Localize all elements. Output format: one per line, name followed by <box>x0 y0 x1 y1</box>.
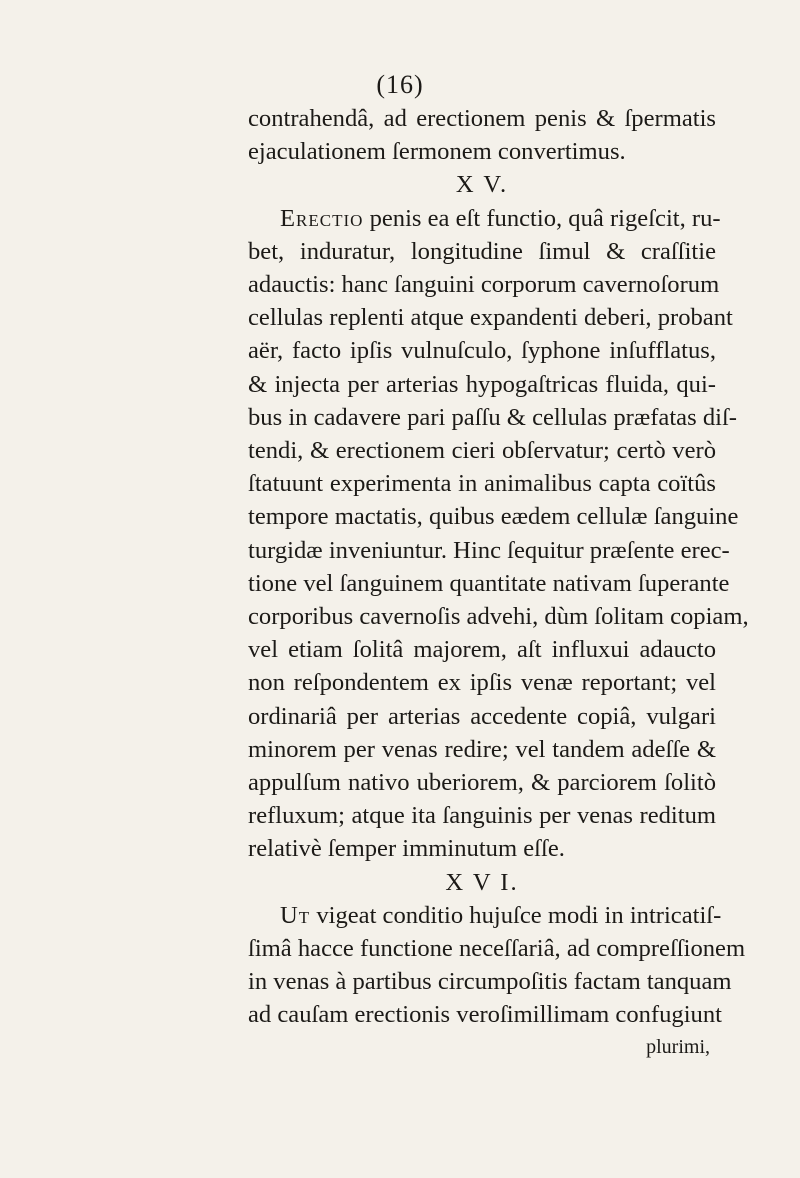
text-line-content: vigeat conditio hujuſce modi in intricatiſ- <box>316 901 722 929</box>
text-line: ordinariâ per arterias accedente copiâ, vulgari <box>248 702 716 730</box>
text-block <box>248 102 749 1062</box>
text-line: relativè ſemper imminutum eſſe. <box>248 835 565 863</box>
text-line: tempore mactatis, quibus eædem cellulæ ſanguine <box>248 503 739 531</box>
section-number-15: X V. <box>455 171 509 199</box>
section-15-lead-word: Erectio <box>280 204 364 232</box>
section-number-16: X V I. <box>445 868 519 896</box>
text-line: & injecta per arterias hypogaſtricas fluida, qui- <box>248 370 716 398</box>
catchword: plurimi, <box>646 1035 710 1058</box>
section-15-paragraph <box>248 202 749 866</box>
text-line: bet, induratur, longitudine ſimul & craſſitie <box>248 237 716 265</box>
text-line: refluxum; atque ita ſanguinis per venas reditum <box>248 802 716 830</box>
section-16-paragraph <box>248 899 746 1032</box>
text-line: bus in cadavere pari paſſu & cellulas præfatas diſ- <box>248 403 737 431</box>
page-number: (16) <box>376 70 424 99</box>
text-line: tendi, & erectionem cieri obſervatur; certò verò <box>248 437 716 465</box>
text-line: cellulas replenti atque expandenti deberi, probant <box>248 304 733 332</box>
text-line: tione vel ſanguinem quantitate nativam ſuperante <box>248 569 730 597</box>
section-16-lead-word: Ut <box>280 901 311 929</box>
text-line: appulſum nativo uberiorem, & parciorem ſolitò <box>248 769 716 797</box>
text-line: in venas à partibus circumpoſitis factam tanquam <box>248 968 732 996</box>
text-line: adauctis: hanc ſanguini corporum cavernoſorum <box>248 271 720 299</box>
text-line: turgidæ inveniuntur. Hinc ſequitur præſente erec- <box>248 536 730 564</box>
text-line: minorem per venas redire; vel tandem adeſſe & <box>248 735 716 763</box>
text-line: ad cauſam erectionis veroſimillimam confugiunt <box>248 1001 722 1029</box>
text-line: ejaculationem ſermonem convertimus. <box>248 138 626 166</box>
text-line <box>248 899 722 932</box>
text-line: corporibus cavernoſis advehi, dùm ſolitam copiam, <box>248 603 749 631</box>
text-line: aër, facto ipſis vulnuſculo, ſyphone inſufflatus, <box>248 337 716 365</box>
text-line: ſimâ hacce functione neceſſariâ, ad compreſſionem <box>248 935 746 963</box>
text-line: contrahendâ, ad erectionem penis & ſpermatis <box>248 105 716 132</box>
text-line-content: penis ea eſt functio, quâ rigeſcit, ru- <box>369 204 721 232</box>
text-line: vel etiam ſolitâ majorem, aſt influxui adaucto <box>248 636 716 664</box>
text-line: non reſpondentem ex ipſis venæ reportant; vel <box>248 669 716 697</box>
text-line <box>248 202 721 235</box>
text-line: ſtatuunt experimenta in animalibus capta coïtûs <box>248 470 716 498</box>
paragraph-1 <box>248 102 716 168</box>
